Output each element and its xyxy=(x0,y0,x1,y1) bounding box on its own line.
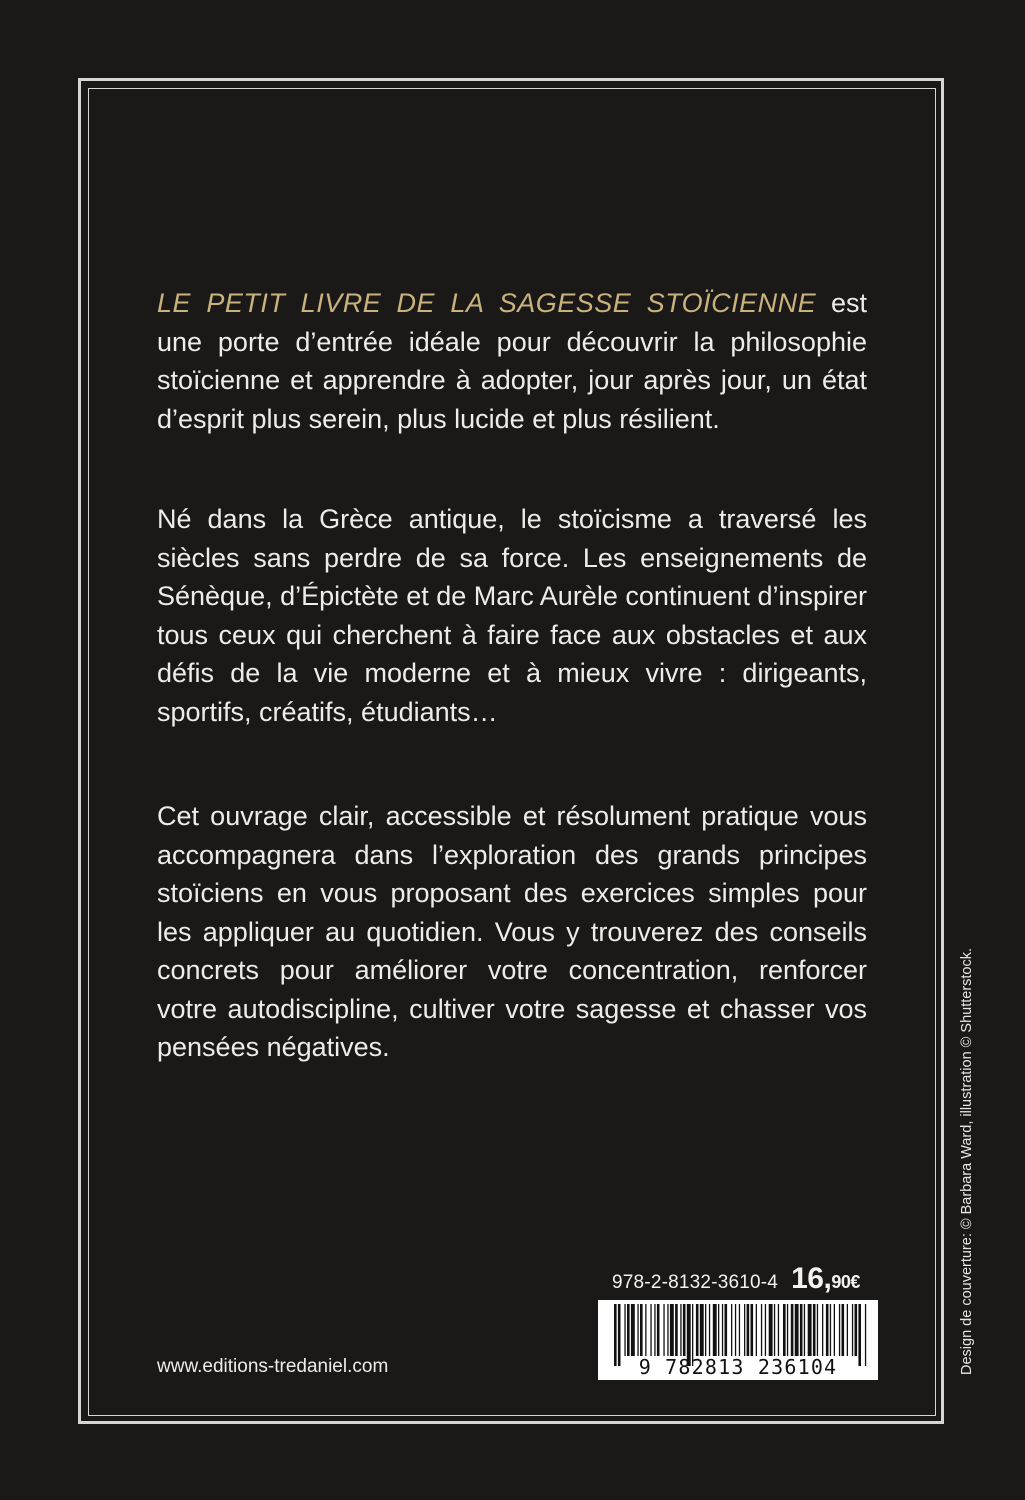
barcode-bar xyxy=(654,1304,655,1356)
barcode-bar xyxy=(731,1304,732,1356)
publisher-website: www.editions-tredaniel.com xyxy=(157,1356,389,1377)
barcode-bar xyxy=(747,1304,750,1356)
barcode-bar xyxy=(627,1304,630,1356)
barcode-bar xyxy=(813,1304,816,1356)
barcode-bar xyxy=(640,1304,643,1356)
barcode-bar xyxy=(842,1304,845,1356)
cover-credit: Design de couverture: © Barbara Ward, illustration © Shutterstock. xyxy=(959,947,975,1375)
barcode-bar xyxy=(855,1304,858,1356)
description-paragraph-3: Cet ouvrage clair, accessible et résolument pratique vous accompagnera dans l’exploration des grands principes stoïciens en vous proposant des exercices simples pour les appliquer au quotidien. Vous y trouverez des conseils concrets pour améliorer votre concentration, renforcer votre autodiscipline, cultiver votre sagesse et chasser vos pensées négatives. xyxy=(157,801,867,1062)
barcode-bar xyxy=(657,1304,660,1356)
barcode-bar xyxy=(624,1304,625,1356)
barcode-bar xyxy=(808,1304,812,1356)
barcode-bar xyxy=(696,1304,699,1356)
isbn-price-line xyxy=(612,1262,874,1298)
barcode-bar xyxy=(744,1304,745,1356)
book-title-inline: LE PETIT LIVRE DE LA SAGESSE STOÏCIENNE xyxy=(157,288,817,318)
isbn-number: 978-2-8132-3610-4 xyxy=(612,1272,779,1293)
barcode-bar xyxy=(650,1304,651,1356)
price xyxy=(791,1262,860,1296)
paragraph-1-text: est une porte d’entrée idéale pour découvrir la philosophie stoïcienne et apprendre à adopter, jour après jour, un état d’esprit plus serein, plus lucide et plus résilient. xyxy=(157,288,868,434)
price-cents: 90€ xyxy=(831,1272,860,1292)
barcode-digits: 9 782813 236104 xyxy=(638,1355,838,1379)
barcode-bar xyxy=(637,1304,638,1356)
barcode-bar xyxy=(852,1304,853,1356)
barcode-bar xyxy=(804,1304,805,1356)
barcode-bar xyxy=(663,1304,664,1356)
barcode-bar xyxy=(722,1304,723,1356)
barcode-bar xyxy=(769,1304,773,1356)
barcode-bar xyxy=(756,1304,757,1356)
barcode-bar xyxy=(725,1304,728,1356)
barcode-bar xyxy=(683,1304,686,1356)
barcode-bar xyxy=(739,1304,740,1356)
description-paragraph-2: Né dans la Grèce antique, le stoïcisme a traversé les siècles sans perdre de sa force. Les enseignements de Sénèque, d’Épictète et de Marc Aurèle continuent d’inspirer tous ceux qui cherchent à faire face aux obstacles et aux défis de la vie moderne et à mieux vivre : dirigeants, sportifs, créatifs, étudiants… xyxy=(157,504,867,727)
barcode-bar xyxy=(800,1304,803,1356)
price-main: 16, xyxy=(791,1262,832,1295)
barcode-bar xyxy=(667,1304,668,1356)
barcode-bar xyxy=(705,1304,706,1356)
description-paragraph-1 xyxy=(157,284,867,438)
barcode-bar xyxy=(847,1304,848,1356)
barcode-bar xyxy=(778,1304,779,1356)
barcode-bar xyxy=(675,1304,678,1356)
barcode-bar xyxy=(765,1304,766,1356)
barcode-bar xyxy=(751,1304,754,1356)
barcode-bar xyxy=(839,1304,840,1356)
barcode-bar xyxy=(834,1304,835,1356)
barcode xyxy=(598,1300,878,1380)
barcode-bar xyxy=(761,1304,762,1356)
barcode-bar xyxy=(795,1304,799,1356)
barcode-bar xyxy=(791,1304,794,1356)
barcode-bar xyxy=(718,1304,719,1356)
barcode-bar xyxy=(680,1304,681,1356)
barcode-bar xyxy=(783,1304,786,1356)
barcode-bar xyxy=(670,1304,674,1356)
barcode-bar xyxy=(631,1304,635,1356)
barcode-bar xyxy=(822,1304,823,1356)
barcode-bar xyxy=(713,1304,717,1356)
barcode-bar xyxy=(830,1304,831,1356)
barcode-bar xyxy=(645,1304,646,1356)
barcode-bar xyxy=(826,1304,829,1356)
barcode-bar xyxy=(817,1304,818,1356)
barcode-bar xyxy=(709,1304,710,1356)
barcode-bar xyxy=(787,1304,788,1356)
barcode-bar xyxy=(735,1304,736,1356)
barcode-bar xyxy=(774,1304,775,1356)
barcode-bar xyxy=(700,1304,704,1356)
